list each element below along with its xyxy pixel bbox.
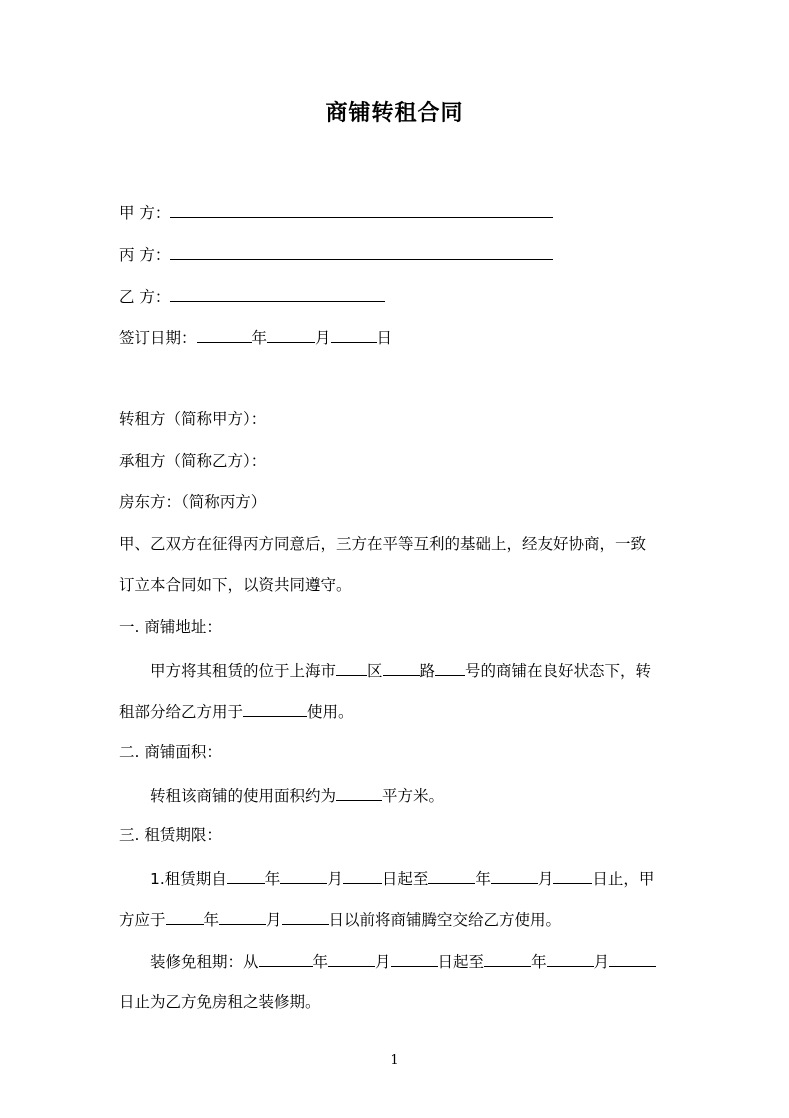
sign-date-label: 签订日期： [119, 329, 197, 347]
text-span: 区 [367, 662, 383, 680]
party-b-label: 乙 方： [119, 288, 171, 306]
section-2-heading: 二. 商铺面积： [119, 743, 222, 761]
text-span: 日止，甲 [592, 870, 655, 888]
month-label: 月 [593, 953, 610, 971]
page-number: 1 [390, 1053, 399, 1068]
month-label: 月 [537, 870, 554, 888]
party-a-label: 甲 方： [119, 204, 171, 222]
free-end-year-blank[interactable] [484, 949, 531, 967]
party-c-blank[interactable] [170, 242, 553, 260]
section-1-paragraph-1 [150, 658, 651, 680]
party-a-line [119, 200, 553, 222]
section-3-paragraph-1 [150, 866, 654, 888]
text-span: 装修免租期：从 [150, 953, 259, 971]
free-start-month-blank[interactable] [328, 949, 375, 967]
section-3-paragraph-4: 日止为乙方免房租之装修期。 [119, 993, 321, 1011]
text-span: 方应于 [119, 911, 166, 929]
start-year-blank[interactable] [227, 866, 265, 884]
party-c-line [119, 242, 553, 264]
month-label: 月 [327, 870, 343, 888]
landlord-line: 房东方：（简称丙方） [119, 493, 267, 511]
section-1-paragraph-2 [119, 699, 354, 721]
section-3-paragraph-2 [119, 907, 561, 929]
handover-month-blank[interactable] [219, 907, 266, 925]
month-label: 月 [266, 911, 282, 929]
handover-day-blank[interactable] [282, 907, 329, 925]
year-label: 年 [203, 911, 220, 929]
intro-line-2: 订立本合同如下，以资共同遵守。 [119, 576, 352, 594]
district-blank[interactable] [336, 658, 367, 676]
text-span: 路 [419, 662, 436, 680]
road-blank[interactable] [383, 658, 420, 676]
sign-year-blank[interactable] [197, 325, 252, 343]
area-blank[interactable] [336, 783, 382, 801]
year-label: 年 [312, 953, 329, 971]
section-2-paragraph-1 [150, 783, 444, 805]
year-label: 年 [264, 870, 281, 888]
text-span: 日起至 [381, 870, 429, 888]
party-c-label: 丙 方： [119, 246, 171, 264]
text-span: 平方米。 [382, 787, 445, 805]
month-label: 月 [375, 953, 391, 971]
intro-line-1: 甲、乙双方在征得丙方同意后，三方在平等互利的基础上，经友好协商，一致 [119, 535, 647, 553]
end-month-blank[interactable] [491, 866, 538, 884]
section-3-paragraph-3 [150, 949, 656, 971]
day-label: 日 [376, 329, 393, 347]
sign-day-blank[interactable] [331, 325, 377, 343]
year-label: 年 [531, 953, 547, 971]
end-day-blank[interactable] [553, 866, 592, 884]
number-blank[interactable] [435, 658, 465, 676]
handover-year-blank[interactable] [166, 907, 204, 925]
text-span: 转租该商铺的使用面积约为 [150, 787, 337, 805]
party-a-blank[interactable] [170, 200, 553, 218]
text-span: 甲方将其租赁的位于上海市 [150, 662, 337, 680]
section-1-heading: 一. 商铺地址： [119, 618, 222, 636]
party-b-blank[interactable] [170, 284, 385, 302]
sublessor-line: 转租方（简称甲方）： [119, 410, 267, 428]
year-label: 年 [475, 870, 491, 888]
party-b-line [119, 284, 385, 306]
sign-date-line [119, 325, 392, 347]
section-3-heading: 三. 租赁期限： [119, 826, 222, 844]
start-month-blank[interactable] [280, 866, 327, 884]
sign-month-blank[interactable] [267, 325, 315, 343]
text-span: 1.租赁期自 [150, 870, 227, 888]
free-end-day-blank[interactable] [609, 949, 656, 967]
sublessee-line: 承租方（简称乙方）： [119, 452, 267, 470]
text-span: 使用。 [307, 703, 354, 721]
free-start-day-blank[interactable] [391, 949, 438, 967]
text-span: 租部分给乙方用于 [119, 703, 244, 721]
usage-blank[interactable] [243, 699, 307, 717]
text-span: 号的商铺在良好状态下，转 [465, 662, 652, 680]
month-label: 月 [315, 329, 331, 347]
start-day-blank[interactable] [343, 866, 382, 884]
free-end-month-blank[interactable] [547, 949, 594, 967]
end-year-blank[interactable] [428, 866, 475, 884]
text-span: 日起至 [437, 953, 485, 971]
document-title: 商铺转租合同 [325, 100, 464, 126]
text-span: 日以前将商铺腾空交给乙方使用。 [328, 911, 562, 929]
free-start-year-blank[interactable] [259, 949, 313, 967]
year-label: 年 [251, 329, 268, 347]
